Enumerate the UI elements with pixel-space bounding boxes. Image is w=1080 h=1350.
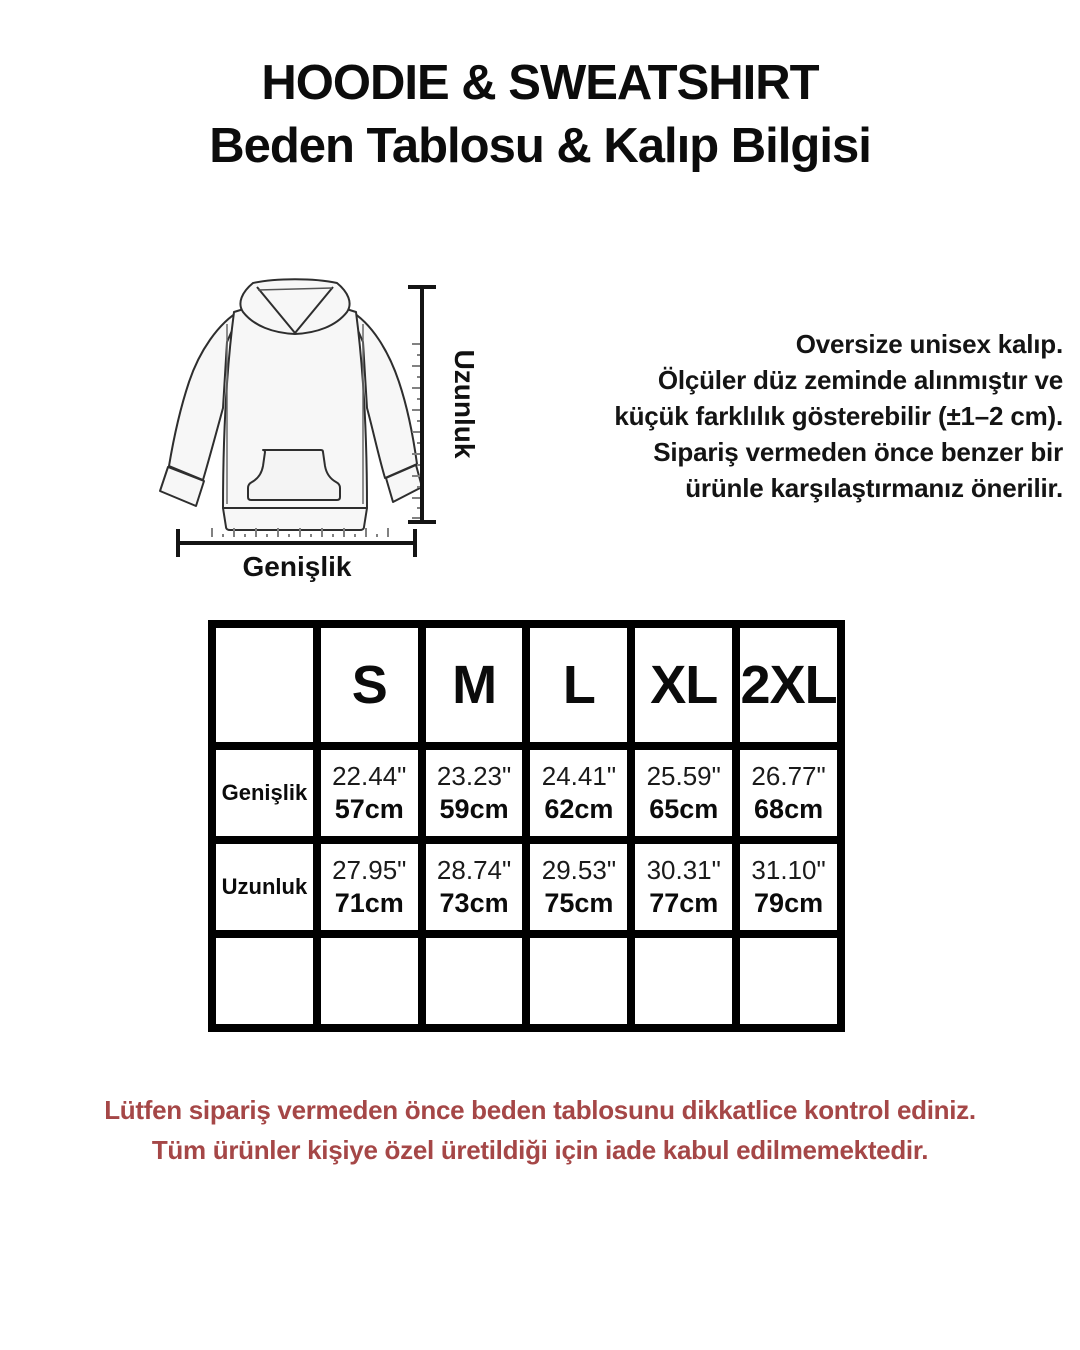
inch-value: 25.59" [646,761,721,791]
inch-value: 28.74" [436,855,512,885]
cm-value: 57cm [334,794,404,824]
size-table-header-row [212,624,841,746]
size-column-2xl: 2XL [736,624,841,746]
inch-value: 30.31" [646,855,721,885]
empty-cell [212,934,317,1028]
hoodie-outline-illustration [146,266,486,586]
inch-value: 26.77" [751,761,826,791]
inch-value: 24.41" [541,761,617,791]
page-title-line2: Beden Tablosu & Kalıp Bilgisi [209,119,871,173]
cm-value: 62cm [544,794,614,824]
page-title-line1: HOODIE & SWEATSHIRT [261,56,819,110]
size-column-m: M [422,624,527,746]
width-row [212,746,841,840]
fit-info-line: küçük farklılık gösterebilir (±1–2 cm). [614,401,1063,431]
inch-value: 23.23" [436,761,512,791]
length-row [212,840,841,934]
fit-info-line: Ölçüler düz zeminde alınmıştır ve [657,365,1063,395]
cm-value: 59cm [439,794,509,824]
footer-warning-line2: Tüm ürünler kişiye özel üretildiği için iade kabul edilmemektedir. [151,1135,929,1165]
width-l-cell [526,746,631,840]
hem-band [223,508,367,530]
cm-value: 79cm [754,888,824,918]
size-column-l: L [526,624,631,746]
corner-cell [212,624,317,746]
width-label: Genişlik [242,551,352,582]
footer-warning [0,1090,1080,1170]
page-title [0,52,1080,178]
cm-value: 71cm [334,888,404,918]
width-s-cell [317,746,422,840]
width-xl-cell [631,746,736,840]
inch-value: 29.53" [541,855,617,885]
empty-row [212,934,841,1028]
cm-value: 75cm [544,888,614,918]
length-xl-cell [631,840,736,934]
size-table [208,620,845,1032]
empty-cell [736,934,841,1028]
empty-cell [422,934,527,1028]
length-m-cell [422,840,527,934]
width-row-label: Genişlik [212,746,317,840]
empty-cell [317,934,422,1028]
size-column-s: S [317,624,422,746]
size-column-xl: XL [631,624,736,746]
cm-value: 68cm [754,794,824,824]
length-row-label: Uzunluk [212,840,317,934]
cm-value: 73cm [439,888,509,918]
length-label: Uzunluk [449,349,480,459]
empty-cell [631,934,736,1028]
length-2xl-cell [736,840,841,934]
empty-cell [526,934,631,1028]
width-2xl-cell [736,746,841,840]
cm-value: 77cm [649,888,719,918]
fit-info-line: ürünle karşılaştırmanız önerilir. [685,473,1063,503]
width-m-cell [422,746,527,840]
inch-value: 27.95" [332,855,407,885]
inch-value: 31.10" [751,855,826,885]
fit-info-text [543,326,1063,506]
fit-info-line: Oversize unisex kalıp. [795,329,1063,359]
length-l-cell [526,840,631,934]
hoodie-measurement-diagram [146,266,486,586]
fit-info-line: Sipariş vermeden önce benzer bir [653,437,1063,467]
length-s-cell [317,840,422,934]
footer-warning-line1: Lütfen sipariş vermeden önce beden tablosunu dikkatlice kontrol ediniz. [104,1095,976,1125]
cm-value: 65cm [649,794,719,824]
inch-value: 22.44" [332,761,407,791]
